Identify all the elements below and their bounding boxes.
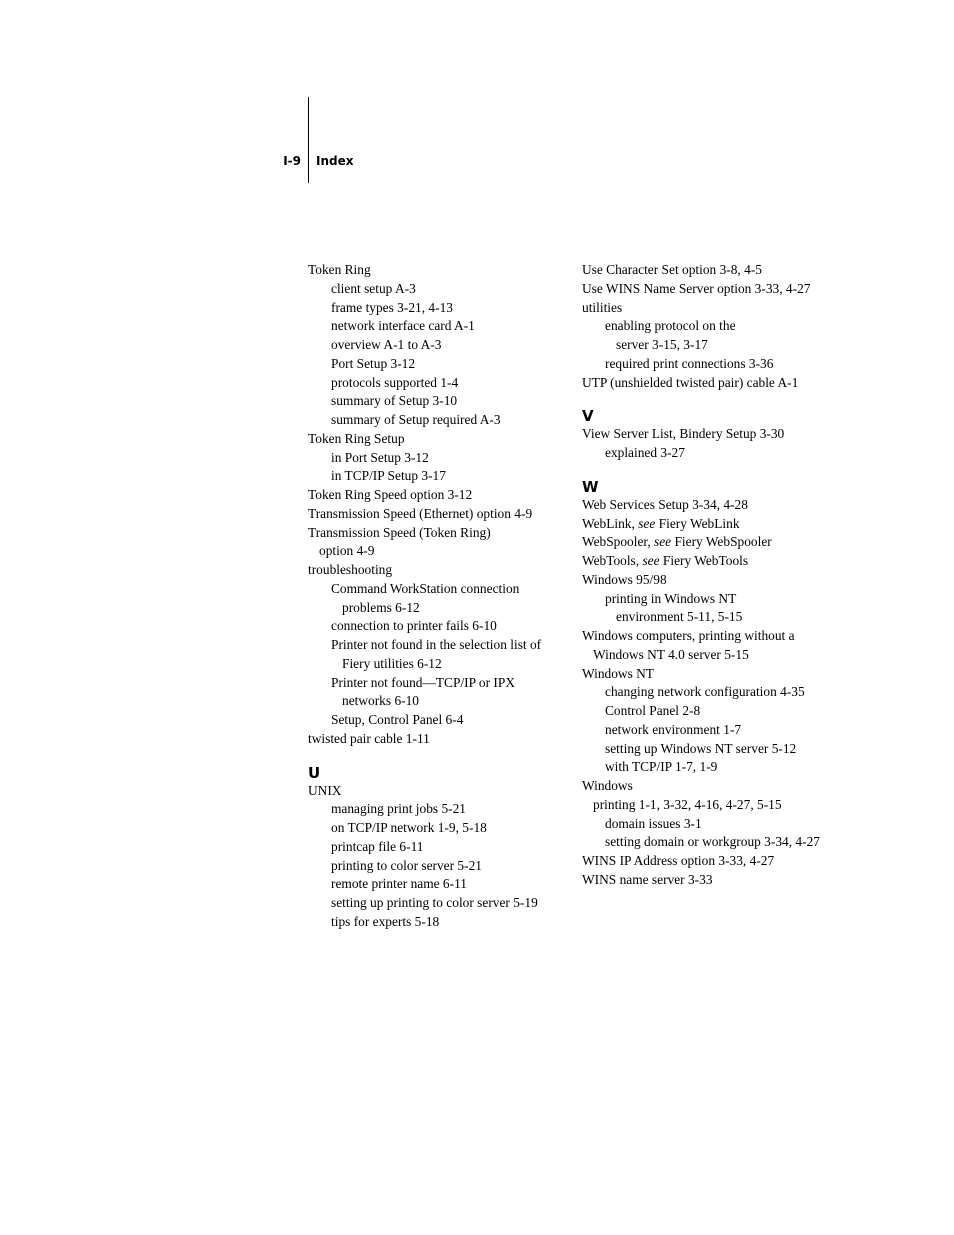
index-entry: Web Services Setup 3-34, 4-28 <box>582 496 748 512</box>
section-letter-u: U <box>308 763 321 782</box>
index-entry: WINS IP Address option 3-33, 4-27 <box>582 853 775 868</box>
index-subentry: setting domain or workgroup 3-34, 4-27 <box>605 834 820 850</box>
index-entry: WINS name server 3-33 <box>582 871 713 887</box>
index-subentry: tips for experts 5-18 <box>331 913 440 929</box>
index-subentry: Setup, Control Panel 6-4 <box>331 712 464 727</box>
index-subentry: printing to color server 5-21 <box>331 857 482 873</box>
index-entry: Windows computers, printing without a <box>582 628 795 643</box>
entry-target: Fiery WebLink <box>655 515 740 531</box>
index-entry-continuation: option 4-9 <box>319 543 375 559</box>
index-entry: Use WINS Name Server option 3-33, 4-27 <box>582 280 811 296</box>
entry-target: Fiery WebTools <box>659 553 749 568</box>
index-entry-continuation: printing 1-1, 3-32, 4-16, 4-27, 5-15 <box>593 796 782 812</box>
index-entry: Transmission Speed (Token Ring) <box>308 524 491 540</box>
index-column-left <box>308 261 558 932</box>
index-subentry: Printer not found in the selection list of <box>331 637 542 652</box>
index-entry: Transmission Speed (Ethernet) option 4-9 <box>308 505 533 521</box>
index-subentry: connection to printer fails 6-10 <box>331 618 497 634</box>
entry-term: WebTools, <box>582 553 643 568</box>
index-entry: UNIX <box>308 782 342 798</box>
section-letter-w: W <box>582 477 599 496</box>
page-title: Index <box>316 154 354 168</box>
see-reference: see <box>638 515 656 531</box>
index-subentry: explained 3-27 <box>605 445 685 460</box>
index-subentry: on TCP/IP network 1-9, 5-18 <box>331 820 487 835</box>
index-subentry: overview A-1 to A-3 <box>331 337 442 352</box>
index-entry-cross-reference <box>582 533 844 552</box>
index-subentry: client setup A-3 <box>331 280 416 296</box>
index-subentry: domain issues 3-1 <box>605 815 702 831</box>
index-subentry: managing print jobs 5-21 <box>331 801 467 817</box>
entry-term: WebLink, <box>582 515 639 531</box>
index-entry-continuation: Windows NT 4.0 server 5-15 <box>593 646 749 662</box>
index-subentry: setting up Windows NT server 5-12 <box>605 740 797 756</box>
index-entry: Windows NT <box>582 665 654 681</box>
index-subentry: printing in Windows NT <box>605 590 737 606</box>
index-subentry-continuation: server 3-15, 3-17 <box>616 337 708 352</box>
index-subentry: summary of Setup required A-3 <box>331 412 501 427</box>
index-subentry: protocols supported 1-4 <box>331 374 459 390</box>
index-subentry: remote printer name 6-11 <box>331 876 467 892</box>
index-subentry: Printer not found—TCP/IP or IPX <box>331 674 515 690</box>
index-subentry: frame types 3-21, 4-13 <box>331 299 453 315</box>
index-subentry: summary of Setup 3-10 <box>331 393 458 409</box>
index-subentry: printcap file 6-11 <box>331 838 424 854</box>
entry-term: WebSpooler, <box>582 534 655 550</box>
index-subentry: with TCP/IP 1-7, 1-9 <box>605 759 718 775</box>
index-subentry: changing network configuration 4-35 <box>605 684 805 700</box>
index-subentry: setting up printing to color server 5-19 <box>331 895 538 910</box>
index-entry: Token Ring Speed option 3-12 <box>308 487 473 502</box>
index-entry: View Server List, Bindery Setup 3-30 <box>582 426 785 442</box>
index-column-right <box>582 261 844 890</box>
index-entry: Use Character Set option 3-8, 4-5 <box>582 262 762 277</box>
index-entry-cross-reference <box>582 515 844 534</box>
index-subentry: network interface card A-1 <box>331 318 475 334</box>
index-entry: troubleshooting <box>308 562 393 577</box>
index-subentry-continuation: networks 6-10 <box>342 693 419 709</box>
index-entry: Windows 95/98 <box>582 571 667 587</box>
index-subentry: network environment 1-7 <box>605 721 742 737</box>
index-subentry: required print connections 3-36 <box>605 355 774 371</box>
index-entry: Token Ring <box>308 262 371 277</box>
index-subentry-continuation: problems 6-12 <box>342 599 420 615</box>
index-subentry: in TCP/IP Setup 3-17 <box>331 468 446 484</box>
see-reference: see <box>654 534 672 550</box>
index-subentry: Control Panel 2-8 <box>605 703 701 718</box>
index-entry: UTP (unshielded twisted pair) cable A-1 <box>582 374 799 390</box>
index-entry: twisted pair cable 1-11 <box>308 730 430 746</box>
index-entry-cross-reference <box>582 552 844 571</box>
index-entry: utilities <box>582 299 623 315</box>
entry-target: Fiery WebSpooler <box>671 534 772 550</box>
index-subentry: Port Setup 3-12 <box>331 355 416 371</box>
index-subentry: in Port Setup 3-12 <box>331 449 429 465</box>
index-entry: Token Ring Setup <box>308 430 405 446</box>
page-number: I-9 <box>283 154 301 168</box>
section-letter-v: V <box>582 407 594 426</box>
see-reference: see <box>642 553 660 568</box>
index-entry: Windows <box>582 778 633 793</box>
index-subentry: Command WorkStation connection <box>331 580 520 596</box>
index-subentry-continuation: Fiery utilities 6-12 <box>342 655 442 671</box>
index-subentry: enabling protocol on the <box>605 318 736 334</box>
header-divider <box>308 97 309 183</box>
index-subentry-continuation: environment 5-11, 5-15 <box>616 609 743 625</box>
